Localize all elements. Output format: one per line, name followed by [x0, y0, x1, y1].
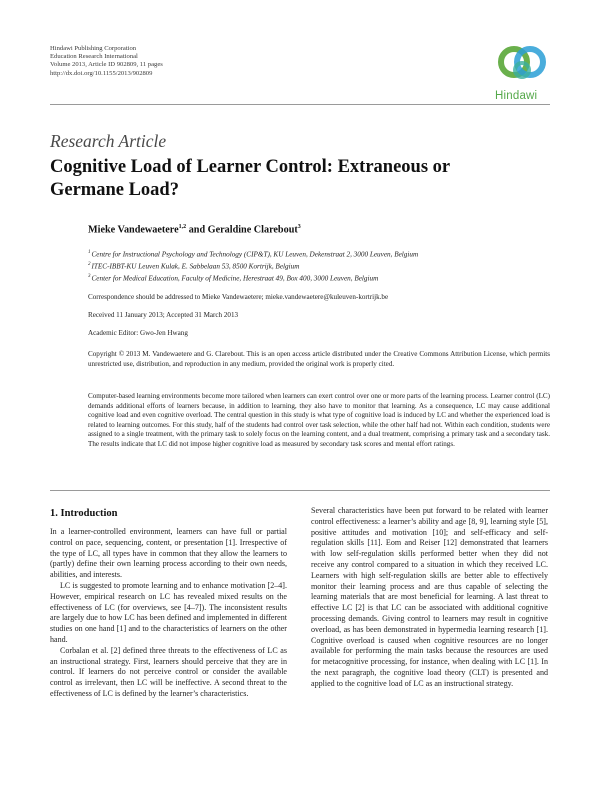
author-affiliation-sup: 1,2 — [178, 224, 187, 230]
title-line-2: Germane Load? — [50, 180, 179, 200]
affiliation-sup: 2 — [88, 261, 91, 267]
abstract-rule — [50, 490, 550, 491]
correspondence-note: Correspondence should be addressed to Mieke Vandewaetere; mieke.vandewaetere@kuleuven-kortrijk.be — [88, 293, 389, 301]
article-title — [50, 156, 510, 202]
author-affiliation-sup: 3 — [297, 224, 301, 230]
body-paragraph: Corbalan et al. [2] defined three threats to the effectiveness of LC as an instructional strategy. First, learners should perceive that they are in control. If learners do not perceive control or consider the available control as irrelevant, then LC will be ineffective. A second threat to the effectiveness of LC is defined by the learner’s characteristics. — [50, 645, 287, 698]
header-rule — [50, 104, 550, 105]
title-line-1: Cognitive Load of Learner Control: Extraneous or — [50, 157, 451, 177]
author-list — [88, 224, 301, 235]
body-paragraph: In a learner-controlled environment, learners can have full or partial control on pace, sequencing, content, or presentation [1]. Irrespective of the type of LC, all types have in common that they allow the learners to (partly) define their own learning process according to their own needs, abilities, and interests. — [50, 527, 287, 580]
affiliation-text: ITEC-IBBT-KU Leuven Kulak, E. Sabbelaan 53, 8500 Kortrijk, Belgium — [91, 262, 300, 271]
volume-info: Volume 2013, Article ID 902809, 11 pages — [50, 61, 163, 69]
affiliation-sup: 3 — [88, 273, 91, 279]
affiliation-item — [88, 260, 418, 272]
section-heading-introduction: 1. Introduction — [50, 508, 118, 519]
affiliation-text: Centre for Instructional Psychology and Technology (CIP&T), KU Leuven, Dekenstraat 2, 3000 Leuven, Belgium — [91, 250, 419, 259]
journal-header — [50, 45, 163, 78]
article-type: Research Article — [50, 131, 167, 151]
affiliation-item — [88, 248, 418, 260]
affiliation-item — [88, 272, 418, 284]
body-paragraph: Several characteristics have been put forward to be related with learner control effectiveness: a learner’s ability and age [8, 9], learning style [5], positive attitudes and motivation [10]; and self-efficacy and self-regulation skills [11]. Eom and Reiser [12] demonstrated that learners with low self-regulation skills performed better when they did not receive any control compared to a situation in which they received LC. Learners with high self-regulation skills are better able to effectively monitor their learning process and are thus capable of selecting the learning materials that are most beneficial for learning. A last threat to effective LC [2] is that LC can be associated with additional cognitive processing demands. Giving control to learners may result in cognitive overload, as has been demonstrated in hypermedia learning research [1]. Cognitive overload is caused when cognitive resources are no longer available for performing the main tasks because the resources are used for metacognitive processing, for instance, when dealing with LC [1]. In the next paragraph, the cognitive load theory (CLT) is presented and applied to the cognitive load of LC as an instructional strategy. — [311, 506, 548, 688]
body-paragraph: LC is suggested to promote learning and to enhance motivation [2–4]. However, empirical research on LC has revealed mixed results on the effectiveness of LC (for overviews, see [4–7]). The inconsistent results are largely due to how LC has been defined and implemented in different studies on one hand [1] and to the characteristics of learners on the other hand. — [50, 580, 287, 644]
hindawi-logo — [492, 40, 552, 108]
hindawi-logo-icon — [492, 40, 552, 90]
doi-link[interactable]: http://dx.doi.org/10.1155/2013/902809 — [50, 69, 153, 77]
author-separator: and — [186, 224, 208, 236]
affiliation-list — [88, 248, 418, 283]
received-accepted-dates: Received 11 January 2013; Accepted 31 March 2013 — [88, 311, 239, 319]
author-name: Geraldine Clarebout — [207, 224, 298, 236]
affiliation-text: Center for Medical Education, Faculty of Medicine, Herestraat 49, Box 400, 3000 Leuven, Belgium — [91, 273, 379, 282]
academic-editor: Academic Editor: Gwo-Jen Hwang — [88, 329, 188, 337]
body-right-column — [311, 506, 548, 690]
publisher-name: Hindawi Publishing Corporation — [50, 45, 137, 52]
author-name: Mieke Vandewaetere — [88, 224, 179, 236]
journal-name: Education Research International — [50, 53, 138, 61]
affiliation-sup: 1 — [88, 250, 91, 255]
abstract-text: Computer-based learning environments become more tailored when learners can exert control over one or more parts of the learning process. Learner control (LC) demands additional efforts of learners because, in addition to learning, they also have to monitor that learning. As a consequence, LC may cause additional cognitive load and even cognitive overload. The central question in this study is what type of cognitive load is induced by LC and whether the experienced load is related to learning outcomes. For this study, half of the students had control over task selection, while the other half had not. Within each condition, students were assigned to a single treatment, with the primary task to solely focus on the learning content, and a dual treatment, comprising a primary task and a secondary task. The results indicate that LC did not impose higher cognitive load as measured by secondary task scores and mental effort ratings. — [88, 392, 550, 448]
copyright-notice: Copyright © 2013 M. Vandewaetere and G. Clarebout. This is an open access article distributed under the Creative Commons Attribution License, which permits unrestricted use, distribution, and reproduction in any medium, provided the original work is properly cited. — [88, 350, 550, 368]
body-left-column — [50, 527, 287, 700]
hindawi-logo-text: Hindawi — [495, 90, 538, 102]
